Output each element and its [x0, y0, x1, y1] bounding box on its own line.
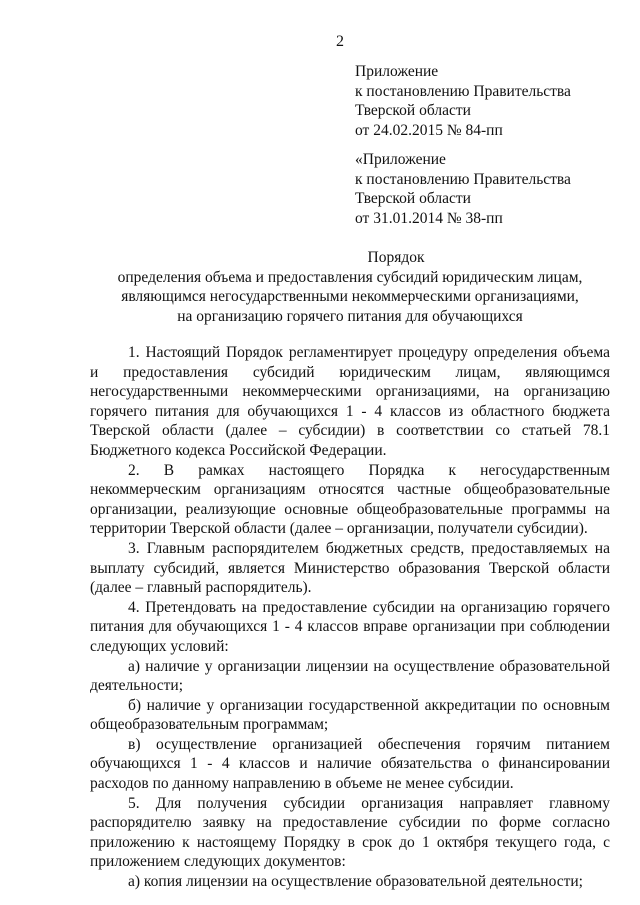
- body-line: горячего питания для обучающихся 1 - 4 классов из областного бюджета: [90, 402, 610, 420]
- body-line: а) копия лицензии на осуществление образовательной деятельности;: [128, 873, 583, 891]
- body-line: расходов по данному направлению в объеме не менее субсидии.: [90, 775, 514, 793]
- appendix-header-original: [355, 150, 571, 228]
- body-line: 5. Для получения субсидии организация направляет главному: [128, 794, 610, 812]
- body-line: б) наличие у организации государственной аккредитации по основным: [128, 696, 610, 714]
- appendix-header-current: [355, 62, 571, 140]
- appendix-line: Тверской области: [355, 102, 471, 119]
- body-line: 2. В рамках настоящего Порядка к негосударственным: [128, 461, 610, 479]
- body-line: выплату субсидий, является Министерство образования Тверской области: [90, 559, 610, 577]
- appendix-line: к постановлению Правительства: [355, 170, 571, 188]
- body-line: приложением следующих документов:: [90, 853, 346, 871]
- body-line: приложению к настоящему Порядку в срок до 1 октября текущего года, с: [90, 833, 610, 851]
- appendix-line: Приложение: [355, 63, 439, 80]
- body-line: Бюджетного кодекса Российской Федерации.: [90, 441, 387, 459]
- body-line: некоммерческим организациям относятся частные общеобразовательные: [90, 481, 610, 499]
- body-line: обучающихся 1 - 4 классов и наличие обязательства о финансировании: [90, 755, 610, 773]
- document-body: [90, 343, 610, 892]
- appendix-line: от 24.02.2015 № 84-пп: [355, 121, 503, 139]
- body-line: и предоставления субсидий юридическим лицам, являющимся: [90, 363, 610, 381]
- body-line: деятельности;: [90, 677, 184, 695]
- appendix-line: к постановлению Правительства: [355, 82, 571, 100]
- appendix-line: Тверской области: [355, 190, 471, 207]
- body-line: распорядителю заявку на предоставление субсидии по форме согласно: [90, 814, 610, 832]
- page-number: 2: [336, 33, 344, 50]
- body-line: 1. Настоящий Порядок регламентирует процедуру определения объема: [128, 344, 610, 361]
- body-line: 4. Претендовать на предоставление субсидии на организацию горячего: [128, 598, 610, 616]
- body-line: негосударственными некоммерческими организациями, на организацию: [90, 383, 610, 401]
- title-heading: Порядок: [367, 249, 425, 266]
- body-line: организации, реализующие основные общеобразовательные программы на: [90, 500, 610, 518]
- body-line: питания для обучающихся 1 - 4 классов вправе организации при соблюдении: [90, 618, 610, 636]
- title-line: являющимся негосударственными некоммерческими организациями,: [121, 288, 579, 306]
- title-line: на организацию горячего питания для обучающихся: [177, 307, 523, 325]
- body-line: общеобразовательным программам;: [90, 716, 329, 734]
- document-title: [90, 248, 610, 326]
- body-line: (далее – главный распорядитель).: [90, 579, 312, 597]
- body-line: в) осуществление организацией обеспечения горячим питанием: [128, 735, 610, 753]
- body-line: территории Тверской области (далее – организации, получатели субсидии).: [90, 520, 588, 538]
- appendix-line: от 31.01.2014 № 38-пп: [355, 209, 503, 227]
- body-line: следующих условий:: [90, 637, 229, 655]
- title-line: определения объема и предоставления субсидий юридическим лицам,: [117, 268, 583, 286]
- body-line: 3. Главным распорядителем бюджетных средств, предоставляемых на: [128, 539, 610, 557]
- appendix-line: «Приложение: [355, 151, 446, 168]
- body-line: а) наличие у организации лицензии на осуществление образовательной: [128, 657, 610, 675]
- body-line: Тверской области (далее – субсидии) в соответствии со статьей 78.1: [90, 422, 610, 440]
